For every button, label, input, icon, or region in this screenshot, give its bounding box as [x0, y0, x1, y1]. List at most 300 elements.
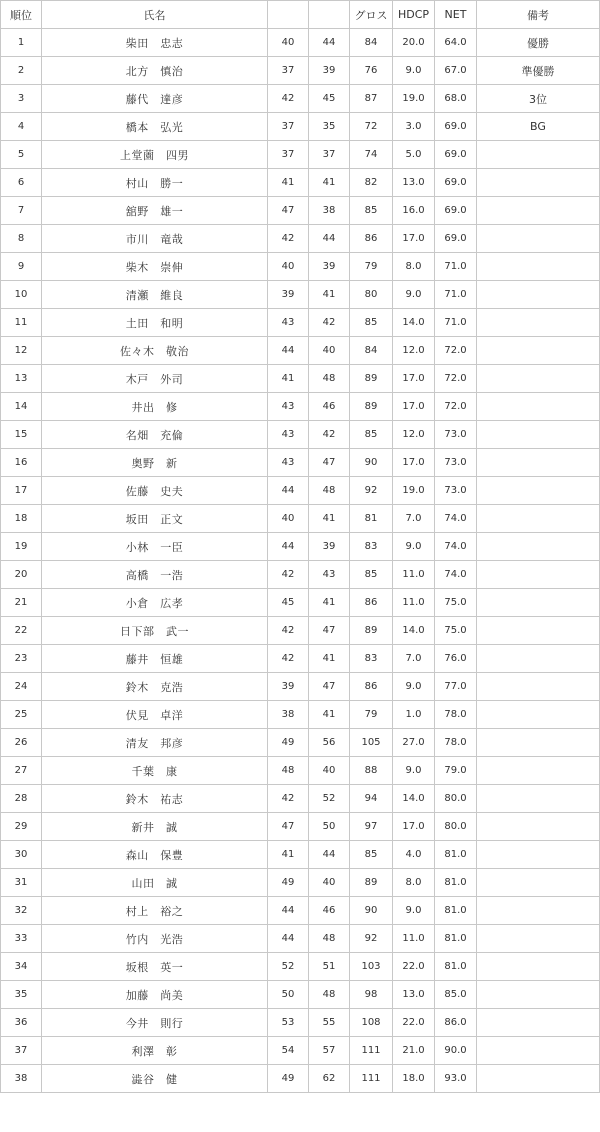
out-score: 39	[268, 673, 309, 701]
table-row	[1, 925, 600, 953]
gross-score: 105	[350, 729, 393, 757]
note-cell	[477, 309, 600, 337]
in-score: 41	[309, 505, 350, 533]
handicap: 11.0	[393, 589, 435, 617]
rank-cell: 6	[1, 169, 42, 197]
handicap: 19.0	[393, 477, 435, 505]
in-score: 39	[309, 57, 350, 85]
net-score: 72.0	[435, 393, 477, 421]
rank-cell: 34	[1, 953, 42, 981]
table-row	[1, 981, 600, 1009]
player-name: 山田 誠	[42, 869, 268, 897]
handicap: 9.0	[393, 673, 435, 701]
player-name: 鈴木 祐志	[42, 785, 268, 813]
rank-cell: 4	[1, 113, 42, 141]
handicap: 22.0	[393, 1009, 435, 1037]
table-row	[1, 561, 600, 589]
note-cell	[477, 925, 600, 953]
handicap: 9.0	[393, 281, 435, 309]
rank-cell: 23	[1, 645, 42, 673]
table-row	[1, 589, 600, 617]
note-cell	[477, 281, 600, 309]
gross-score: 98	[350, 981, 393, 1009]
note-cell	[477, 561, 600, 589]
handicap: 5.0	[393, 141, 435, 169]
rank-cell: 32	[1, 897, 42, 925]
table-row	[1, 1065, 600, 1093]
in-score: 62	[309, 1065, 350, 1093]
in-score: 39	[309, 253, 350, 281]
gross-score: 90	[350, 449, 393, 477]
player-name: 井出 修	[42, 393, 268, 421]
handicap: 20.0	[393, 29, 435, 57]
handicap: 13.0	[393, 981, 435, 1009]
table-row	[1, 477, 600, 505]
rank-cell: 38	[1, 1065, 42, 1093]
out-score: 42	[268, 85, 309, 113]
rank-cell: 8	[1, 225, 42, 253]
out-score: 52	[268, 953, 309, 981]
out-score: 44	[268, 477, 309, 505]
handicap: 9.0	[393, 57, 435, 85]
handicap: 27.0	[393, 729, 435, 757]
rank-cell: 27	[1, 757, 42, 785]
in-score: 40	[309, 337, 350, 365]
in-score: 44	[309, 29, 350, 57]
rank-cell: 15	[1, 421, 42, 449]
in-score: 41	[309, 169, 350, 197]
gross-score: 89	[350, 869, 393, 897]
out-score: 45	[268, 589, 309, 617]
gross-score: 111	[350, 1065, 393, 1093]
player-name: 村山 勝一	[42, 169, 268, 197]
net-score: 80.0	[435, 813, 477, 841]
in-score: 44	[309, 841, 350, 869]
rank-cell: 3	[1, 85, 42, 113]
player-name: 高橋 一浩	[42, 561, 268, 589]
net-score: 90.0	[435, 1037, 477, 1065]
rank-cell: 11	[1, 309, 42, 337]
header-hdcp: HDCP	[393, 1, 435, 29]
rank-cell: 18	[1, 505, 42, 533]
player-name: 竹内 光浩	[42, 925, 268, 953]
handicap: 12.0	[393, 421, 435, 449]
out-score: 42	[268, 561, 309, 589]
gross-score: 97	[350, 813, 393, 841]
out-score: 40	[268, 253, 309, 281]
gross-score: 76	[350, 57, 393, 85]
net-score: 81.0	[435, 841, 477, 869]
handicap: 3.0	[393, 113, 435, 141]
handicap: 17.0	[393, 225, 435, 253]
in-score: 46	[309, 393, 350, 421]
out-score: 43	[268, 449, 309, 477]
rank-cell: 2	[1, 57, 42, 85]
net-score: 69.0	[435, 113, 477, 141]
note-cell	[477, 729, 600, 757]
out-score: 49	[268, 1065, 309, 1093]
rank-cell: 25	[1, 701, 42, 729]
net-score: 78.0	[435, 729, 477, 757]
table-row	[1, 57, 600, 85]
out-score: 44	[268, 897, 309, 925]
header-note: 備考	[477, 1, 600, 29]
results-body	[1, 29, 600, 1093]
handicap: 22.0	[393, 953, 435, 981]
note-cell	[477, 785, 600, 813]
out-score: 39	[268, 281, 309, 309]
rank-cell: 22	[1, 617, 42, 645]
gross-score: 85	[350, 197, 393, 225]
net-score: 77.0	[435, 673, 477, 701]
net-score: 76.0	[435, 645, 477, 673]
out-score: 41	[268, 169, 309, 197]
player-name: 上堂薗 四男	[42, 141, 268, 169]
note-cell	[477, 169, 600, 197]
note-cell	[477, 757, 600, 785]
net-score: 81.0	[435, 897, 477, 925]
note-cell	[477, 1009, 600, 1037]
note-cell	[477, 673, 600, 701]
in-score: 55	[309, 1009, 350, 1037]
out-score: 49	[268, 729, 309, 757]
gross-score: 85	[350, 561, 393, 589]
gross-score: 86	[350, 673, 393, 701]
net-score: 69.0	[435, 225, 477, 253]
handicap: 7.0	[393, 645, 435, 673]
out-score: 54	[268, 1037, 309, 1065]
net-score: 73.0	[435, 421, 477, 449]
player-name: 橋本 弘光	[42, 113, 268, 141]
gross-score: 82	[350, 169, 393, 197]
table-row	[1, 813, 600, 841]
rank-cell: 1	[1, 29, 42, 57]
handicap: 9.0	[393, 757, 435, 785]
gross-score: 88	[350, 757, 393, 785]
gross-score: 84	[350, 337, 393, 365]
note-cell: 3位	[477, 85, 600, 113]
player-name: 藤代 達彦	[42, 85, 268, 113]
player-name: 藤井 恒雄	[42, 645, 268, 673]
handicap: 8.0	[393, 869, 435, 897]
net-score: 78.0	[435, 701, 477, 729]
gross-score: 86	[350, 589, 393, 617]
gross-score: 111	[350, 1037, 393, 1065]
net-score: 93.0	[435, 1065, 477, 1093]
net-score: 69.0	[435, 169, 477, 197]
handicap: 17.0	[393, 813, 435, 841]
in-score: 48	[309, 981, 350, 1009]
table-row	[1, 309, 600, 337]
rank-cell: 24	[1, 673, 42, 701]
handicap: 17.0	[393, 393, 435, 421]
in-score: 38	[309, 197, 350, 225]
out-score: 37	[268, 57, 309, 85]
net-score: 86.0	[435, 1009, 477, 1037]
table-row	[1, 85, 600, 113]
table-row	[1, 197, 600, 225]
in-score: 41	[309, 645, 350, 673]
handicap: 14.0	[393, 785, 435, 813]
player-name: 千葉 康	[42, 757, 268, 785]
player-name: 坂根 英一	[42, 953, 268, 981]
gross-score: 90	[350, 897, 393, 925]
header-row	[1, 1, 600, 29]
player-name: 土田 和明	[42, 309, 268, 337]
player-name: 木戸 外司	[42, 365, 268, 393]
net-score: 72.0	[435, 337, 477, 365]
out-score: 42	[268, 617, 309, 645]
note-cell	[477, 449, 600, 477]
header-name: 氏名	[42, 1, 268, 29]
out-score: 43	[268, 393, 309, 421]
out-score: 40	[268, 505, 309, 533]
rank-cell: 28	[1, 785, 42, 813]
player-name: 北方 慎治	[42, 57, 268, 85]
note-cell	[477, 253, 600, 281]
note-cell	[477, 813, 600, 841]
out-score: 50	[268, 981, 309, 1009]
in-score: 56	[309, 729, 350, 757]
gross-score: 89	[350, 617, 393, 645]
gross-score: 86	[350, 225, 393, 253]
in-score: 35	[309, 113, 350, 141]
note-cell	[477, 645, 600, 673]
rank-cell: 5	[1, 141, 42, 169]
rank-cell: 26	[1, 729, 42, 757]
out-score: 38	[268, 701, 309, 729]
gross-score: 74	[350, 141, 393, 169]
gross-score: 89	[350, 365, 393, 393]
gross-score: 81	[350, 505, 393, 533]
in-score: 45	[309, 85, 350, 113]
gross-score: 80	[350, 281, 393, 309]
player-name: 新井 誠	[42, 813, 268, 841]
player-name: 舘野 雄一	[42, 197, 268, 225]
net-score: 69.0	[435, 141, 477, 169]
note-cell: 優勝	[477, 29, 600, 57]
note-cell	[477, 141, 600, 169]
in-score: 42	[309, 421, 350, 449]
table-row	[1, 869, 600, 897]
rank-cell: 12	[1, 337, 42, 365]
gross-score: 79	[350, 701, 393, 729]
player-name: 利澤 彰	[42, 1037, 268, 1065]
note-cell	[477, 365, 600, 393]
note-cell	[477, 197, 600, 225]
handicap: 11.0	[393, 561, 435, 589]
in-score: 37	[309, 141, 350, 169]
net-score: 81.0	[435, 869, 477, 897]
net-score: 73.0	[435, 477, 477, 505]
note-cell	[477, 421, 600, 449]
note-cell	[477, 393, 600, 421]
net-score: 79.0	[435, 757, 477, 785]
rank-cell: 20	[1, 561, 42, 589]
gross-score: 83	[350, 533, 393, 561]
in-score: 48	[309, 365, 350, 393]
out-score: 37	[268, 141, 309, 169]
handicap: 7.0	[393, 505, 435, 533]
out-score: 40	[268, 29, 309, 57]
gross-score: 103	[350, 953, 393, 981]
note-cell	[477, 981, 600, 1009]
note-cell: BG	[477, 113, 600, 141]
net-score: 71.0	[435, 281, 477, 309]
in-score: 40	[309, 757, 350, 785]
rank-cell: 29	[1, 813, 42, 841]
player-name: 森山 保豊	[42, 841, 268, 869]
table-row	[1, 281, 600, 309]
gross-score: 85	[350, 841, 393, 869]
player-name: 柴木 崇伸	[42, 253, 268, 281]
table-row	[1, 1009, 600, 1037]
player-name: 伏見 卓洋	[42, 701, 268, 729]
rank-cell: 7	[1, 197, 42, 225]
table-row	[1, 953, 600, 981]
out-score: 42	[268, 645, 309, 673]
in-score: 42	[309, 309, 350, 337]
in-score: 47	[309, 617, 350, 645]
note-cell	[477, 533, 600, 561]
rank-cell: 37	[1, 1037, 42, 1065]
player-name: 清瀬 維良	[42, 281, 268, 309]
table-row	[1, 785, 600, 813]
table-row	[1, 617, 600, 645]
player-name: 小倉 広孝	[42, 589, 268, 617]
gross-score: 85	[350, 421, 393, 449]
handicap: 9.0	[393, 533, 435, 561]
gross-score: 83	[350, 645, 393, 673]
out-score: 44	[268, 337, 309, 365]
rank-cell: 9	[1, 253, 42, 281]
in-score: 47	[309, 673, 350, 701]
rank-cell: 21	[1, 589, 42, 617]
out-score: 44	[268, 533, 309, 561]
gross-score: 87	[350, 85, 393, 113]
table-row	[1, 29, 600, 57]
player-name: 今井 則行	[42, 1009, 268, 1037]
out-score: 53	[268, 1009, 309, 1037]
rank-cell: 19	[1, 533, 42, 561]
note-cell	[477, 953, 600, 981]
in-score: 39	[309, 533, 350, 561]
out-score: 44	[268, 925, 309, 953]
in-score: 47	[309, 449, 350, 477]
gross-score: 79	[350, 253, 393, 281]
header-out	[268, 1, 309, 29]
in-score: 52	[309, 785, 350, 813]
in-score: 48	[309, 477, 350, 505]
table-row	[1, 449, 600, 477]
table-row	[1, 729, 600, 757]
table-row	[1, 337, 600, 365]
net-score: 74.0	[435, 561, 477, 589]
table-row	[1, 897, 600, 925]
player-name: 柴田 忠志	[42, 29, 268, 57]
net-score: 74.0	[435, 533, 477, 561]
in-score: 46	[309, 897, 350, 925]
net-score: 75.0	[435, 589, 477, 617]
out-score: 43	[268, 421, 309, 449]
handicap: 13.0	[393, 169, 435, 197]
note-cell: 準優勝	[477, 57, 600, 85]
in-score: 44	[309, 225, 350, 253]
table-row	[1, 757, 600, 785]
handicap: 17.0	[393, 365, 435, 393]
handicap: 11.0	[393, 925, 435, 953]
handicap: 14.0	[393, 309, 435, 337]
note-cell	[477, 337, 600, 365]
gross-score: 92	[350, 925, 393, 953]
table-row	[1, 841, 600, 869]
table-row	[1, 113, 600, 141]
out-score: 47	[268, 813, 309, 841]
player-name: 佐藤 史夫	[42, 477, 268, 505]
out-score: 43	[268, 309, 309, 337]
in-score: 48	[309, 925, 350, 953]
note-cell	[477, 477, 600, 505]
rank-cell: 31	[1, 869, 42, 897]
player-name: 奥野 新	[42, 449, 268, 477]
table-row	[1, 421, 600, 449]
handicap: 18.0	[393, 1065, 435, 1093]
out-score: 37	[268, 113, 309, 141]
handicap: 9.0	[393, 897, 435, 925]
net-score: 67.0	[435, 57, 477, 85]
net-score: 73.0	[435, 449, 477, 477]
rank-cell: 35	[1, 981, 42, 1009]
player-name: 村上 裕之	[42, 897, 268, 925]
out-score: 49	[268, 869, 309, 897]
rank-cell: 33	[1, 925, 42, 953]
player-name: 清友 邦彦	[42, 729, 268, 757]
gross-score: 85	[350, 309, 393, 337]
gross-score: 89	[350, 393, 393, 421]
gross-score: 92	[350, 477, 393, 505]
net-score: 85.0	[435, 981, 477, 1009]
rank-cell: 16	[1, 449, 42, 477]
player-name: 小林 一臣	[42, 533, 268, 561]
gross-score: 94	[350, 785, 393, 813]
note-cell	[477, 505, 600, 533]
net-score: 81.0	[435, 925, 477, 953]
rank-cell: 17	[1, 477, 42, 505]
player-name: 日下部 武一	[42, 617, 268, 645]
table-row	[1, 365, 600, 393]
table-row	[1, 645, 600, 673]
handicap: 21.0	[393, 1037, 435, 1065]
table-row	[1, 225, 600, 253]
note-cell	[477, 897, 600, 925]
table-row	[1, 673, 600, 701]
net-score: 74.0	[435, 505, 477, 533]
net-score: 68.0	[435, 85, 477, 113]
net-score: 72.0	[435, 365, 477, 393]
in-score: 51	[309, 953, 350, 981]
note-cell	[477, 617, 600, 645]
header-gross: グロス	[350, 1, 393, 29]
in-score: 41	[309, 281, 350, 309]
rank-cell: 13	[1, 365, 42, 393]
player-name: 加藤 尚美	[42, 981, 268, 1009]
note-cell	[477, 1065, 600, 1093]
table-row	[1, 393, 600, 421]
handicap: 12.0	[393, 337, 435, 365]
out-score: 41	[268, 365, 309, 393]
net-score: 81.0	[435, 953, 477, 981]
note-cell	[477, 225, 600, 253]
